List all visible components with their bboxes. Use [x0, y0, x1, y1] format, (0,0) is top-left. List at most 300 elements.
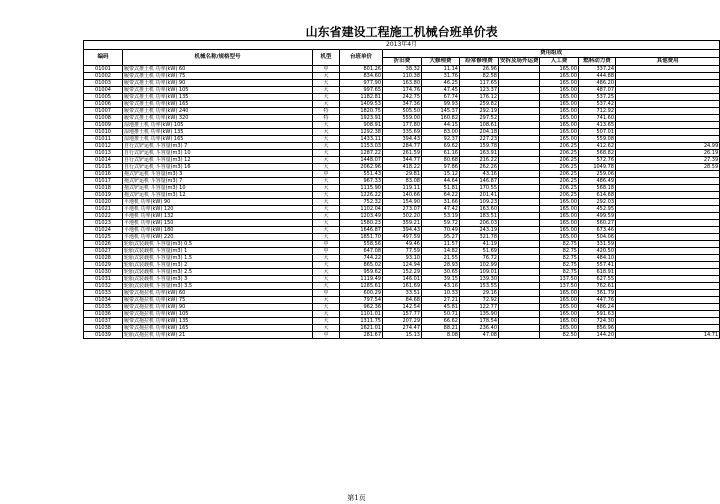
cell-depreciation: 273.07: [383, 206, 422, 213]
cell-install: [499, 87, 540, 94]
header-other: 其他费用: [616, 58, 720, 66]
cell-type: 大: [313, 227, 340, 234]
cell-depreciation: 505.50: [383, 108, 422, 115]
cell-fuel: 452.95: [579, 206, 616, 213]
cell-type: 大: [313, 206, 340, 213]
cell-type: 大: [313, 318, 340, 325]
cell-regular-repair: 163.60: [460, 206, 499, 213]
cell-type: 大: [313, 234, 340, 241]
cell-regular-repair: 76.72: [460, 255, 499, 262]
cell-major-repair: 69.62: [422, 143, 460, 150]
cell-major-repair: 83.00: [422, 129, 460, 136]
cell-other: [616, 192, 720, 199]
table-row: [84, 150, 720, 157]
cell-fuel: 292.03: [579, 199, 616, 206]
cell-depreciation: 142.54: [383, 304, 422, 311]
cell-fuel: 487.07: [579, 87, 616, 94]
table-row: [84, 213, 720, 220]
cell-other: [616, 94, 720, 101]
cell-name: 轮胎式装载机 斗容量(m3) 1: [123, 248, 313, 255]
cell-code: 01034: [84, 297, 123, 304]
table-row: [84, 332, 720, 339]
cell-regular-repair: 139.30: [460, 276, 499, 283]
cell-depreciation: 347.36: [383, 101, 422, 108]
cell-install: [499, 66, 540, 73]
cell-install: [499, 115, 540, 122]
table-row: [84, 115, 720, 122]
cell-depreciation: 49.46: [383, 241, 422, 248]
cell-other: [616, 297, 720, 304]
cell-regular-repair: 146.87: [460, 178, 499, 185]
cell-depreciation: 77.59: [383, 248, 422, 255]
cell-fuel: 420.50: [579, 248, 616, 255]
cell-fuel: 627.55: [579, 276, 616, 283]
header-install: 安拆及场外运费: [500, 58, 539, 64]
cell-price: 1409.53: [340, 101, 383, 108]
cell-major-repair: 99.93: [422, 101, 460, 108]
cell-depreciation: 284.77: [383, 143, 422, 150]
cell-regular-repair: 259.82: [460, 101, 499, 108]
cell-name: 轮胎式拖拉机 功率(kW) 21: [123, 332, 313, 339]
cell-price: 1646.87: [340, 227, 383, 234]
cell-major-repair: 14.82: [422, 248, 460, 255]
table-row: [84, 157, 720, 164]
cell-regular-repair: 178.54: [460, 318, 499, 325]
cell-major-repair: 160.82: [422, 115, 460, 122]
cell-install: [499, 234, 540, 241]
cell-other: 27.39: [616, 157, 720, 164]
table-row: [84, 80, 720, 87]
cell-install: [499, 143, 540, 150]
cell-fuel: 591.63: [579, 311, 616, 318]
cell-depreciation: 261.59: [383, 150, 422, 157]
cell-price: 1923.91: [340, 115, 383, 122]
table-body: [84, 66, 720, 339]
table-row: [84, 325, 720, 332]
cell-price: 647.08: [340, 248, 383, 255]
cell-other: [616, 304, 720, 311]
cell-labor: 165.00: [540, 213, 579, 220]
cell-labor: 206.25: [540, 150, 579, 157]
cell-depreciation: 93.10: [383, 255, 422, 262]
cell-code: 01003: [84, 80, 123, 87]
cell-other: [616, 325, 720, 332]
cell-fuel: 486.49: [579, 178, 616, 185]
cell-price: 1580.23: [340, 220, 383, 227]
cell-regular-repair: 153.55: [460, 283, 499, 290]
cell-code: 01002: [84, 73, 123, 80]
cell-other: [616, 234, 720, 241]
table-row: [84, 318, 720, 325]
cell-fuel: 572.76: [579, 157, 616, 164]
cell-name: 轮胎式装载机 斗容量(m3) 3: [123, 276, 313, 283]
cell-major-repair: 51.81: [422, 185, 460, 192]
cell-other: [616, 73, 720, 80]
cell-other: [616, 206, 720, 213]
cell-fuel: 331.59: [579, 241, 616, 248]
cell-name: 履带式拖拉机 功率(kW) 105: [123, 311, 313, 318]
cell-regular-repair: 108.61: [460, 122, 499, 129]
cell-regular-repair: 122.77: [460, 304, 499, 311]
cell-other: [616, 262, 720, 269]
table-row: [84, 234, 720, 241]
cell-code: 01029: [84, 262, 123, 269]
cell-code: 01037: [84, 318, 123, 325]
cell-price: 551.43: [340, 171, 383, 178]
cell-major-repair: 8.08: [422, 332, 460, 339]
cell-price: 1851.70: [340, 234, 383, 241]
cell-type: 大: [313, 255, 340, 262]
cell-regular-repair: 82.58: [460, 73, 499, 80]
cell-labor: 165.00: [540, 87, 579, 94]
page-footer: 第1页: [347, 494, 366, 502]
cell-major-repair: 39.15: [422, 276, 460, 283]
cell-fuel: 537.42: [579, 101, 616, 108]
cell-fuel: 568.82: [579, 150, 616, 157]
cell-price: 558.56: [340, 241, 383, 248]
cell-fuel: 337.24: [579, 66, 616, 73]
cell-other: [616, 66, 720, 73]
cell-type: 大: [313, 199, 340, 206]
table-row: [84, 255, 720, 262]
header-price: 台班单价: [340, 50, 383, 66]
cell-regular-repair: 297.52: [460, 115, 499, 122]
cell-regular-repair: 236.40: [460, 325, 499, 332]
cell-code: 01009: [84, 122, 123, 129]
cell-install: [499, 108, 540, 115]
cell-labor: 206.25: [540, 192, 579, 199]
cell-code: 01031: [84, 276, 123, 283]
cell-other: [616, 185, 720, 192]
cell-code: 01005: [84, 94, 123, 101]
cell-depreciation: 497.59: [383, 234, 422, 241]
cell-code: 01035: [84, 304, 123, 311]
cell-fuel: 568.18: [579, 185, 616, 192]
cell-name: 履带式拖拉机 功率(kW) 135: [123, 318, 313, 325]
table-row: [84, 94, 720, 101]
table-row: [84, 178, 720, 185]
cell-labor: 165.00: [540, 129, 579, 136]
cell-regular-repair: 159.78: [460, 143, 499, 150]
cell-install: [499, 101, 540, 108]
cell-major-repair: 66.62: [422, 318, 460, 325]
cell-code: 01015: [84, 164, 123, 171]
cell-regular-repair: 183.51: [460, 213, 499, 220]
cell-price: 801.26: [340, 66, 383, 73]
cell-depreciation: 242.75: [383, 94, 422, 101]
cell-labor: 82.75: [540, 248, 579, 255]
table-row: [84, 101, 720, 108]
cell-major-repair: 44.64: [422, 178, 460, 185]
cell-other: [616, 283, 720, 290]
cell-major-repair: 10.33: [422, 290, 460, 297]
cell-code: 01001: [84, 66, 123, 73]
cell-regular-repair: 216.22: [460, 157, 499, 164]
table-row: [84, 290, 720, 297]
cell-code: 01019: [84, 192, 123, 199]
cell-type: 大: [313, 150, 340, 157]
table-row: [84, 129, 720, 136]
cell-type: 大: [313, 262, 340, 269]
cell-major-repair: 47.42: [422, 206, 460, 213]
cell-type: 大: [313, 304, 340, 311]
cell-price: 865.02: [340, 262, 383, 269]
cell-major-repair: 11.57: [422, 241, 460, 248]
cell-regular-repair: 51.69: [460, 248, 499, 255]
table-row: [84, 87, 720, 94]
cell-type: 中: [313, 248, 340, 255]
cell-major-repair: 44.15: [422, 122, 460, 129]
cell-code: 01012: [84, 143, 123, 150]
cell-name: 履带式拖拉机 功率(kW) 165: [123, 325, 313, 332]
cell-install: [499, 213, 540, 220]
cell-fuel: 724.30: [579, 318, 616, 325]
date-label: 2013年4月: [84, 41, 720, 50]
cell-install: [499, 276, 540, 283]
cell-price: 2062.96: [340, 164, 383, 171]
cell-name: 拖式铲运机 斗容量(m3) 10: [123, 185, 313, 192]
cell-depreciation: 84.68: [383, 297, 422, 304]
cell-install: [499, 150, 540, 157]
cell-fuel: 144.20: [579, 332, 616, 339]
cell-code: 01023: [84, 220, 123, 227]
cell-other: [616, 269, 720, 276]
table-row: [84, 311, 720, 318]
cell-fuel: 486.20: [579, 80, 616, 87]
cell-price: 281.67: [340, 332, 383, 339]
cell-major-repair: 30.65: [422, 269, 460, 276]
cell-depreciation: 174.76: [383, 87, 422, 94]
table-row: [84, 304, 720, 311]
header-group: 费用组成: [383, 50, 720, 58]
table-row: [84, 143, 720, 150]
cell-depreciation: 152.29: [383, 269, 422, 276]
cell-code: 01027: [84, 248, 123, 255]
cell-name: 拖式铲运机 斗容量(m3) 7: [123, 178, 313, 185]
cell-other: [616, 276, 720, 283]
cell-code: 01033: [84, 290, 123, 297]
cell-depreciation: 29.81: [383, 171, 422, 178]
cell-depreciation: 15.13: [383, 332, 422, 339]
table-row: [84, 171, 720, 178]
cell-price: 1226.22: [340, 192, 383, 199]
cell-install: [499, 171, 540, 178]
cell-labor: 165.00: [540, 234, 579, 241]
cell-install: [499, 157, 540, 164]
cell-name: 履带式推土机 功率(kW) 90: [123, 80, 313, 87]
cell-depreciation: 302.20: [383, 213, 422, 220]
cell-type: 大: [313, 87, 340, 94]
cell-type: 大: [313, 143, 340, 150]
cell-depreciation: 83.08: [383, 178, 422, 185]
cell-major-repair: 43.16: [422, 283, 460, 290]
cell-type: 大: [313, 213, 340, 220]
cell-regular-repair: 109.01: [460, 269, 499, 276]
cell-regular-repair: 43.16: [460, 171, 499, 178]
cell-price: 1448.07: [340, 157, 383, 164]
cell-install: [499, 241, 540, 248]
cell-name: 平地机 功率(kW) 132: [123, 213, 313, 220]
header-type: 机型: [313, 50, 340, 66]
cell-install: [499, 164, 540, 171]
cell-labor: 165.00: [540, 290, 579, 297]
cell-name: 湿地推土机 功率(kW) 135: [123, 129, 313, 136]
cell-major-repair: 31.76: [422, 73, 460, 80]
cell-labor: 165.00: [540, 101, 579, 108]
cell-other: [616, 87, 720, 94]
cell-install: [499, 318, 540, 325]
cell-major-repair: 53.19: [422, 213, 460, 220]
cell-code: 01006: [84, 101, 123, 108]
cell-regular-repair: 262.26: [460, 164, 499, 171]
cell-major-repair: 64.22: [422, 192, 460, 199]
cell-type: 大: [313, 101, 340, 108]
table-row: [84, 73, 720, 80]
cell-labor: 165.00: [540, 220, 579, 227]
table-row: [84, 241, 720, 248]
cell-other: [616, 241, 720, 248]
cell-depreciation: 163.80: [383, 80, 422, 87]
cell-price: 744.22: [340, 255, 383, 262]
cell-depreciation: 559.00: [383, 115, 422, 122]
cell-regular-repair: 227.23: [460, 136, 499, 143]
cell-price: 1285.61: [340, 283, 383, 290]
cell-labor: 206.25: [540, 171, 579, 178]
cell-other: [616, 220, 720, 227]
cell-regular-repair: 29.16: [460, 290, 499, 297]
cell-price: 797.54: [340, 297, 383, 304]
cell-major-repair: 11.14: [422, 66, 460, 73]
table-row: [84, 269, 720, 276]
cell-type: 大: [313, 136, 340, 143]
cell-regular-repair: 201.41: [460, 192, 499, 199]
cell-name: 平地机 功率(kW) 180: [123, 227, 313, 234]
cell-major-repair: 15.12: [422, 171, 460, 178]
header-fuel: 燃料动力费: [579, 58, 616, 66]
cell-other: [616, 227, 720, 234]
cell-install: [499, 297, 540, 304]
cell-fuel: 537.25: [579, 94, 616, 101]
cell-install: [499, 290, 540, 297]
cell-code: 01020: [84, 199, 123, 206]
table-row: [84, 164, 720, 171]
cell-regular-repair: 163.91: [460, 150, 499, 157]
cell-price: 600.29: [340, 290, 383, 297]
table-row: [84, 297, 720, 304]
cell-regular-repair: 204.18: [460, 129, 499, 136]
cell-depreciation: 146.01: [383, 276, 422, 283]
cell-labor: 165.00: [540, 94, 579, 101]
table-row: [84, 199, 720, 206]
cell-price: 834.60: [340, 73, 383, 80]
cell-code: 01026: [84, 241, 123, 248]
cell-labor: 82.75: [540, 255, 579, 262]
cell-labor: 137.50: [540, 276, 579, 283]
cell-code: 01022: [84, 213, 123, 220]
cell-fuel: 412.62: [579, 143, 616, 150]
cell-regular-repair: 72.92: [460, 297, 499, 304]
cell-name: 平地机 功率(kW) 150: [123, 220, 313, 227]
cell-major-repair: 50.71: [422, 311, 460, 318]
cell-type: 大: [313, 283, 340, 290]
cell-other: [616, 101, 720, 108]
cell-type: 大: [313, 185, 340, 192]
cell-labor: 206.25: [540, 143, 579, 150]
cell-name: 履带式推土机 功率(kW) 60: [123, 66, 313, 73]
cell-type: 大: [313, 192, 340, 199]
cell-name: 平地机 功率(kW) 90: [123, 199, 313, 206]
cell-fuel: 1049.78: [579, 164, 616, 171]
cell-code: 01030: [84, 269, 123, 276]
cell-regular-repair: 176.12: [460, 94, 499, 101]
cell-price: 1820.75: [340, 108, 383, 115]
cell-regular-repair: 135.90: [460, 311, 499, 318]
cell-type: 大: [313, 325, 340, 332]
cell-other: [616, 178, 720, 185]
cell-price: 1621.01: [340, 325, 383, 332]
cell-other: [616, 213, 720, 220]
cell-depreciation: 38.32: [383, 66, 422, 73]
cell-major-repair: 45.81: [422, 304, 460, 311]
cell-labor: 165.00: [540, 325, 579, 332]
cell-install: [499, 192, 540, 199]
cell-install: [499, 325, 540, 332]
cell-labor: 165.00: [540, 73, 579, 80]
cell-depreciation: 33.51: [383, 290, 422, 297]
cell-other: 28.59: [616, 164, 720, 171]
cell-price: 959.62: [340, 269, 383, 276]
cell-install: [499, 311, 540, 318]
cell-code: 01008: [84, 115, 123, 122]
cell-regular-repair: 206.03: [460, 220, 499, 227]
table-row: [84, 66, 720, 73]
cell-major-repair: 59.72: [422, 220, 460, 227]
cell-type: 中: [313, 332, 340, 339]
header-labor: 人工费: [540, 58, 579, 66]
cell-regular-repair: 47.08: [460, 332, 499, 339]
cell-name: 轮胎式装载机 斗容量(m3) 2: [123, 262, 313, 269]
cell-code: 01032: [84, 283, 123, 290]
cell-labor: 165.00: [540, 304, 579, 311]
cell-type: 大: [313, 73, 340, 80]
cell-fuel: 504.06: [579, 234, 616, 241]
cell-price: 1182.81: [340, 94, 383, 101]
cell-install: [499, 304, 540, 311]
cell-other: [616, 171, 720, 178]
cell-install: [499, 185, 540, 192]
cell-depreciation: 344.77: [383, 157, 422, 164]
cell-fuel: 614.68: [579, 192, 616, 199]
cell-other: [616, 122, 720, 129]
cell-install: [499, 255, 540, 262]
cell-name: 轮胎式装载机 斗容量(m3) 1.5: [123, 255, 313, 262]
header-regular-repair: 经常修理费: [460, 58, 499, 66]
cell-price: 908.91: [340, 122, 383, 129]
cell-code: 01014: [84, 157, 123, 164]
cell-type: 特: [313, 115, 340, 122]
cell-other: 24.99: [616, 143, 720, 150]
cell-other: [616, 248, 720, 255]
cell-labor: 165.00: [540, 227, 579, 234]
cell-install: [499, 73, 540, 80]
cell-price: 752.32: [340, 199, 383, 206]
cell-code: 01004: [84, 87, 123, 94]
cell-price: 967.33: [340, 178, 383, 185]
cell-name: 轮胎式装载机 斗容量(m3) 3.5: [123, 283, 313, 290]
cell-name: 履带式推土机 功率(kW) 105: [123, 87, 313, 94]
cell-depreciation: 335.69: [383, 129, 422, 136]
cell-fuel: 447.76: [579, 297, 616, 304]
